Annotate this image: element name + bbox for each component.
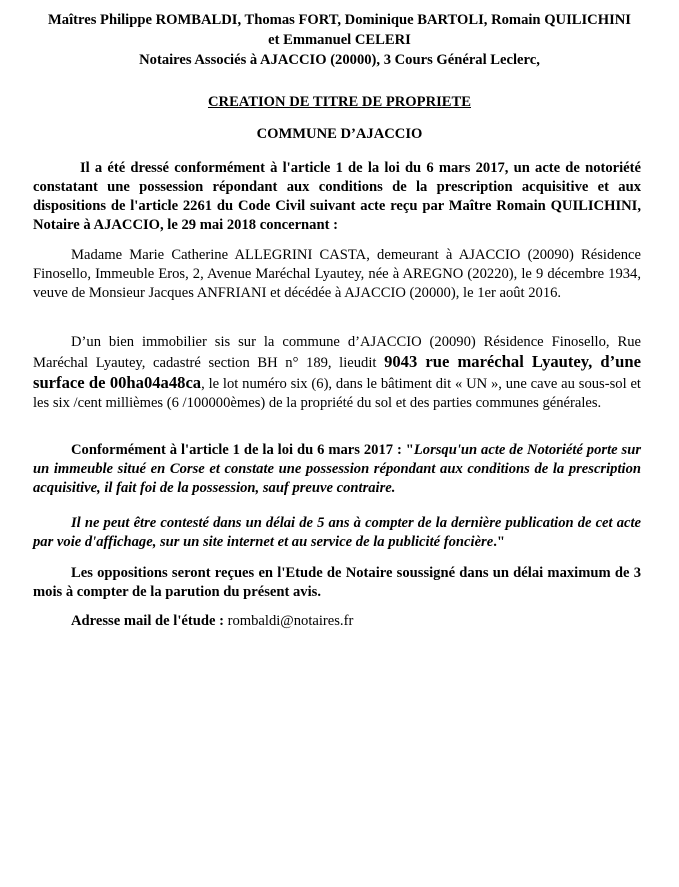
- paragraph-contest-delay: [33, 514, 641, 552]
- paragraph-notoriety-act: Il a été dressé conformément à l'article 1 de la loi du 6 mars 2017, un acte de notoriété constatant une possession répondant aux conditions de la prescription acquisitive et aux dispositions de l'article 2261 du Code Civil suivant acte reçu par Maître Romain QUILICHINI, Notaire à AJACCIO, le 29 mai 2018 concernant :: [33, 160, 641, 233]
- person-text: Madame Marie Catherine ALLEGRINI CASTA, demeurant à AJACCIO (20090) Résidence Finosello, Immeuble Eros, 2, Avenue Maréchal Lyautey, née à AREGNO (20220), le 9 décembre 1934, veuve de Monsieur Jacques ANFRIANI et décédée à AJACCIO (20000), le 1er août 2016.: [33, 247, 641, 301]
- paragraph-person: [33, 246, 641, 303]
- paragraph-law-quote: [33, 441, 641, 498]
- paragraph-oppositions: Les oppositions seront reçues en l'Etude de Notaire soussigné dans un délai maximum de 3 mois à compter de la parution du présent avis.: [33, 565, 641, 600]
- email-address: rombaldi@notaires.fr: [227, 613, 354, 629]
- contest-delay-text: Il ne peut être contesté dans un délai de 5 ans à compter de la dernière publication de cet acte par voie d'affichage, sur un site internet et au service de la publicité foncière: [33, 515, 641, 550]
- notaries-header: [0, 10, 679, 70]
- law-quote-lead: Conformément à l'article 1 de la loi du 6 mars 2017 : ": [71, 442, 414, 458]
- header-line-2: et Emmanuel CELERI: [268, 32, 411, 48]
- property-address-surface: 9043 rue maréchal Lyautey, d’une surface de 00ha04a48ca: [33, 352, 641, 392]
- property-text-2: , le lot numéro six (6), dans le bâtiment dit « UN », une cave au sous-sol et les six /cent millièmes (6 /100000èmes) de la propriété du sol et des parties communes générales.: [33, 376, 641, 411]
- paragraph-email: [33, 612, 641, 631]
- commune-heading: COMMUNE D’AJACCIO: [256, 126, 423, 142]
- property-text-1: D’un bien immobilier sis sur la commune d’AJACCIO (20090) Résidence Finosello, Rue Maréchal Lyautey, cadastré section BH n° 189, lieudit: [33, 334, 641, 371]
- header-line-1: Maîtres Philippe ROMBALDI, Thomas FORT, Dominique BARTOLI, Romain QUILICHINI: [48, 12, 631, 28]
- document-title-text: CREATION DE TITRE DE PROPRIETE: [207, 94, 471, 110]
- header-line-3: Notaires Associés à AJACCIO (20000), 3 Cours Général Leclerc,: [139, 52, 540, 68]
- document-title: [0, 92, 679, 112]
- contest-delay-close: .": [493, 534, 505, 550]
- email-label: Adresse mail de l'étude :: [71, 613, 228, 629]
- law-quote-text: Lorsqu'un acte de Notoriété porte sur un immeuble situé en Corse et constate une possession répondant aux conditions de la prescription acquisitive, il fait foi de la possession, sauf preuve contraire.: [33, 442, 641, 496]
- paragraph-property: [33, 333, 641, 413]
